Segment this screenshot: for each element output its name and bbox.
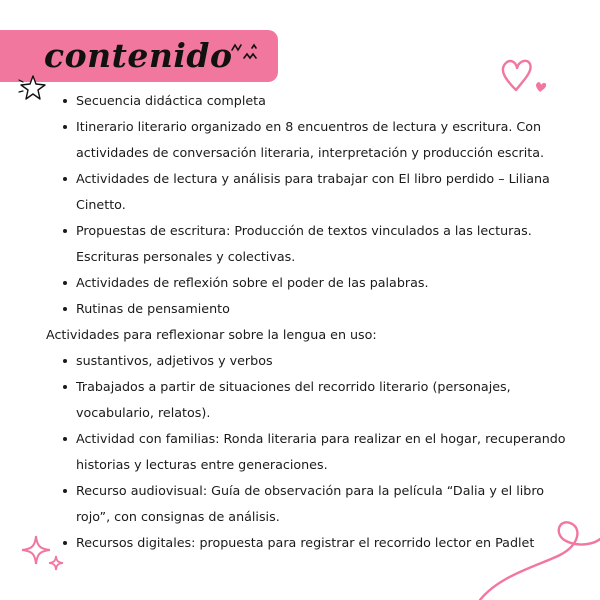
list-item: Recurso audiovisual: Guía de observación para la película “Dalia y el libro rojo”, con consignas de análisis. — [76, 478, 576, 530]
list-item: Propuestas de escritura: Producción de textos vinculados a las lecturas. Escrituras personales y colectivas. — [76, 218, 576, 270]
content-list-main — [56, 88, 576, 322]
list-item: Actividades de lectura y análisis para trabajar con El libro perdido – Liliana Cinetto. — [76, 166, 576, 218]
star-outline-icon — [18, 74, 48, 102]
content-list-language — [56, 348, 576, 556]
list-item: Itinerario literario organizado en 8 encuentros de lectura y escritura. Con actividades de conversación literaria, interpretación y producción escrita. — [76, 114, 576, 166]
list-item: Secuencia didáctica completa — [76, 88, 576, 114]
section-heading: Actividades para reflexionar sobre la lengua en uso: — [46, 327, 377, 342]
list-item: Trabajados a partir de situaciones del recorrido literario (personajes, vocabulario, relatos). — [76, 374, 576, 426]
list-item: Rutinas de pensamiento — [76, 296, 576, 322]
page-title: contenido — [44, 36, 233, 75]
list-item: Recursos digitales: propuesta para registrar el recorrido lector en Padlet — [76, 530, 576, 556]
list-item: sustantivos, adjetivos y verbos — [76, 348, 576, 374]
list-item: Actividades de reflexión sobre el poder de las palabras. — [76, 270, 576, 296]
sparkle-lines-icon — [226, 40, 266, 72]
content-body — [46, 88, 576, 556]
list-item: Actividad con familias: Ronda literaria para realizar en el hogar, recuperando historias y lecturas entre generaciones. — [76, 426, 576, 478]
